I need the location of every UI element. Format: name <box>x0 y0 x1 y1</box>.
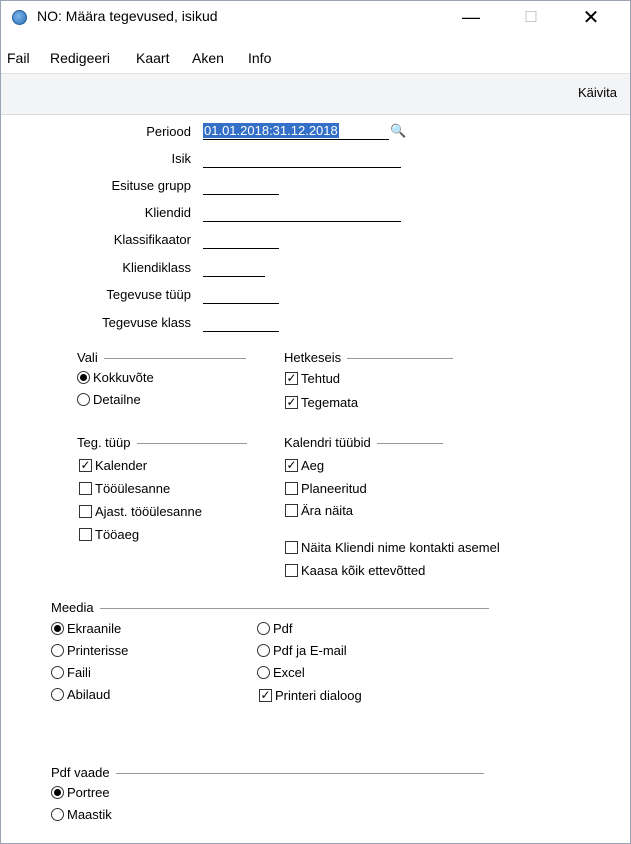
checkbox-checked-icon: ✓ <box>80 458 91 472</box>
checkbox-checked-icon: ✓ <box>286 458 297 472</box>
checkbox-icon <box>79 482 92 495</box>
checkbox-icon <box>79 528 92 541</box>
check-not-done[interactable] <box>285 395 358 410</box>
vali-option-detailed[interactable] <box>77 392 141 407</box>
kalendri-tyybid-heading: Kalendri tüübid <box>284 435 371 450</box>
radio-icon <box>77 393 90 406</box>
option-label: Kokkuvõte <box>93 370 154 385</box>
checkbox-icon <box>285 482 298 495</box>
checkbox-checked-icon: ✓ <box>286 395 297 409</box>
option-label: Tööaeg <box>95 527 140 542</box>
check-calendar[interactable] <box>79 458 147 473</box>
option-label: Kalender <box>95 458 148 473</box>
activity-type-field[interactable] <box>203 287 279 304</box>
media-pdf-email[interactable] <box>257 643 347 658</box>
radio-icon <box>51 688 64 701</box>
check-timed-task[interactable] <box>79 504 202 519</box>
activity-type-label: Tegevuse tüüp <box>106 287 191 302</box>
media-clipboard[interactable] <box>51 687 110 702</box>
option-label: Tegemata <box>301 395 359 410</box>
media-excel[interactable] <box>257 665 305 680</box>
radio-icon <box>51 808 64 821</box>
radio-icon <box>257 666 270 679</box>
radio-icon <box>51 666 64 679</box>
check-printer-dialog[interactable] <box>259 688 362 703</box>
window-title: NO: Määra tegevused, isikud <box>37 8 218 24</box>
customers-label: Kliendid <box>144 205 191 220</box>
option-label: Ära näita <box>301 503 354 518</box>
form-content <box>1 115 630 843</box>
period-value: 01.01.2018:31.12.2018 <box>204 123 338 138</box>
period-label: Periood <box>146 124 191 139</box>
hetkeseis-heading: Hetkeseis <box>284 350 342 365</box>
teg-tyyp-section <box>77 435 247 450</box>
radio-selected-icon <box>51 622 64 635</box>
pdf-landscape[interactable] <box>51 807 112 822</box>
check-all-companies[interactable] <box>285 563 425 578</box>
option-label: Abilaud <box>67 687 111 702</box>
maximize-icon[interactable]: ☐ <box>524 9 538 26</box>
option-label: Ekraanile <box>67 621 122 636</box>
vali-section <box>77 350 246 365</box>
option-label: Ajast. tööülesanne <box>95 504 202 519</box>
vali-option-summary[interactable] <box>77 370 154 385</box>
radio-icon <box>257 644 270 657</box>
person-field[interactable] <box>203 151 401 168</box>
classifier-field[interactable] <box>203 232 279 249</box>
check-show-customer-name[interactable] <box>285 540 500 555</box>
pdf-portrait[interactable] <box>51 785 110 800</box>
check-work-time[interactable] <box>79 527 139 542</box>
check-time[interactable] <box>285 458 324 473</box>
close-icon[interactable]: ✕ <box>582 6 600 29</box>
option-label: Kaasa kõik ettevõtted <box>301 563 426 578</box>
option-label: Printeri dialoog <box>275 688 362 703</box>
check-task[interactable] <box>79 481 170 496</box>
menu-bar <box>1 33 630 74</box>
hetkeseis-section <box>284 350 453 365</box>
option-label: Pdf ja E-mail <box>273 643 347 658</box>
option-label: Tööülesanne <box>95 481 171 496</box>
radio-selected-icon <box>51 786 64 799</box>
checkbox-icon <box>285 541 298 554</box>
option-label: Printerisse <box>67 643 129 658</box>
run-button[interactable]: Käivita <box>577 85 617 100</box>
check-done[interactable] <box>285 371 340 386</box>
checkbox-icon <box>285 504 298 517</box>
check-planned[interactable] <box>285 481 367 496</box>
activity-class-field[interactable] <box>203 315 279 332</box>
teg-tyyp-heading: Teg. tüüp <box>77 435 131 450</box>
pdf-view-heading: Pdf vaade <box>51 765 110 780</box>
person-label: Isik <box>171 151 191 166</box>
option-label: Faili <box>67 665 91 680</box>
option-label: Excel <box>273 665 305 680</box>
meedia-section <box>51 600 489 615</box>
media-file[interactable] <box>51 665 91 680</box>
toolbar <box>1 74 630 115</box>
menu-edit[interactable]: Redigeeri <box>50 50 110 66</box>
display-group-label: Esituse grupp <box>111 178 191 193</box>
kalendri-tyybid-section <box>284 435 443 450</box>
vali-heading: Vali <box>77 350 98 365</box>
display-group-field[interactable] <box>203 178 279 195</box>
activity-class-label: Tegevuse klass <box>102 315 191 330</box>
option-label: Näita Kliendi nime kontakti asemel <box>301 540 500 555</box>
classifier-label: Klassifikaator <box>113 232 191 247</box>
option-label: Pdf <box>273 621 293 636</box>
option-label: Maastik <box>67 807 112 822</box>
option-label: Portree <box>67 785 110 800</box>
checkbox-checked-icon: ✓ <box>286 371 297 385</box>
customers-field[interactable] <box>203 205 401 222</box>
option-label: Tehtud <box>301 371 341 386</box>
menu-info[interactable]: Info <box>248 50 272 66</box>
media-printer[interactable] <box>51 643 128 658</box>
customer-class-label: Kliendiklass <box>122 260 191 275</box>
search-icon[interactable]: 🔍 <box>390 123 407 138</box>
option-label: Detailne <box>93 392 141 407</box>
option-label: Planeeritud <box>301 481 367 496</box>
menu-window[interactable]: Aken <box>192 50 224 66</box>
media-pdf[interactable] <box>257 621 293 636</box>
period-field[interactable] <box>203 123 389 140</box>
radio-icon <box>257 622 270 635</box>
app-icon <box>12 10 27 25</box>
checkbox-icon <box>79 505 92 518</box>
title-bar <box>1 1 630 33</box>
checkbox-icon <box>285 564 298 577</box>
media-screen[interactable] <box>51 621 121 636</box>
checkbox-checked-icon: ✓ <box>260 688 271 702</box>
meedia-heading: Meedia <box>51 600 94 615</box>
radio-selected-icon <box>77 371 90 384</box>
menu-file[interactable]: Fail <box>7 50 30 66</box>
minimize-icon[interactable]: — <box>462 6 480 27</box>
customer-class-field[interactable] <box>203 260 265 277</box>
option-label: Aeg <box>301 458 325 473</box>
check-dont-show[interactable] <box>285 503 353 518</box>
pdf-view-section <box>51 765 484 780</box>
radio-icon <box>51 644 64 657</box>
menu-card[interactable]: Kaart <box>136 50 170 66</box>
